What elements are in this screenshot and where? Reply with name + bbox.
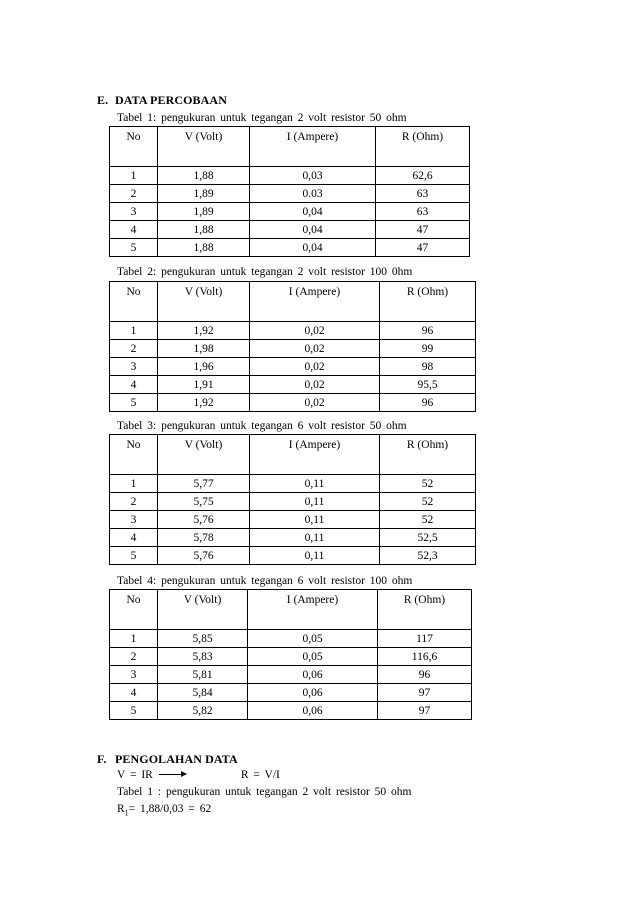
- table-cell: 0,05: [248, 630, 378, 648]
- table-row: [110, 322, 476, 340]
- table-4-caption: Tabel 4: pengukuran untuk tegangan 6 volt resistor 100 ohm: [117, 575, 413, 587]
- table-header-row: [110, 282, 476, 322]
- table-3: [109, 434, 476, 565]
- table-cell: 5,82: [158, 702, 248, 720]
- table-cell: 3: [110, 666, 158, 684]
- table-4: [109, 589, 472, 720]
- table-cell: 116,6: [378, 648, 472, 666]
- table-row: [110, 547, 476, 565]
- section-f-letter: F.: [97, 752, 107, 766]
- table-cell: 63: [376, 185, 470, 203]
- table-cell: 1,92: [158, 322, 250, 340]
- table-cell: 1,88: [158, 167, 250, 185]
- table-row: [110, 630, 472, 648]
- column-header: V (Volt): [158, 590, 248, 630]
- table-cell: 1,88: [158, 221, 250, 239]
- table-cell: 0,02: [250, 340, 380, 358]
- table-cell: 98: [380, 358, 476, 376]
- column-header: No: [110, 435, 158, 475]
- column-header: I (Ampere): [250, 127, 376, 167]
- table-cell: 5: [110, 239, 158, 257]
- table-cell: 5: [110, 547, 158, 565]
- calc-subscript: 1: [124, 808, 129, 818]
- table-cell: 52: [380, 511, 476, 529]
- table-cell: 52,3: [380, 547, 476, 565]
- column-header: No: [110, 282, 158, 322]
- table-cell: 0,02: [250, 394, 380, 412]
- column-header: I (Ampere): [250, 435, 380, 475]
- table-cell: 5: [110, 394, 158, 412]
- table-cell: 0,06: [248, 702, 378, 720]
- table-row: [110, 702, 472, 720]
- table-row: [110, 529, 476, 547]
- section-e-heading: [97, 93, 227, 108]
- table-cell: 3: [110, 358, 158, 376]
- table-cell: 95,5: [380, 376, 476, 394]
- table-cell: 0,04: [250, 203, 376, 221]
- table-cell: 0,11: [250, 511, 380, 529]
- table-cell: 4: [110, 529, 158, 547]
- table-cell: 1,98: [158, 340, 250, 358]
- table-cell: 117: [378, 630, 472, 648]
- table-cell: 62,6: [376, 167, 470, 185]
- table-cell: 2: [110, 185, 158, 203]
- table-cell: 63: [376, 203, 470, 221]
- calc-expression: = 1,88/0,03 = 62: [128, 803, 212, 815]
- table-row: [110, 185, 470, 203]
- table-cell: 0,04: [250, 239, 376, 257]
- table-cell: 0,05: [248, 648, 378, 666]
- table-cell: 5,76: [158, 511, 250, 529]
- table-cell: 1,96: [158, 358, 250, 376]
- table-cell: 0,02: [250, 322, 380, 340]
- column-header: V (Volt): [158, 127, 250, 167]
- column-header: R (Ohm): [378, 590, 472, 630]
- table-cell: 0,11: [250, 475, 380, 493]
- table-cell: 5,84: [158, 684, 248, 702]
- table-cell: 97: [378, 702, 472, 720]
- column-header: No: [110, 127, 158, 167]
- column-header: I (Ampere): [248, 590, 378, 630]
- table-cell: 0,04: [250, 221, 376, 239]
- table-cell: 0,02: [250, 376, 380, 394]
- table-cell: 96: [378, 666, 472, 684]
- table-header-row: [110, 127, 470, 167]
- table-row: [110, 203, 470, 221]
- table-cell: 47: [376, 239, 470, 257]
- table-cell: 1: [110, 167, 158, 185]
- table-cell: 4: [110, 376, 158, 394]
- table-row: [110, 239, 470, 257]
- table-cell: 1,89: [158, 185, 250, 203]
- table-cell: 52,5: [380, 529, 476, 547]
- table-row: [110, 358, 476, 376]
- table-cell: 0,02: [250, 358, 380, 376]
- table-header-row: [110, 435, 476, 475]
- table-cell: 2: [110, 493, 158, 511]
- table-row: [110, 648, 472, 666]
- table-2: [109, 281, 476, 412]
- formula-right: R = V/I: [240, 769, 280, 781]
- column-header: R (Ohm): [380, 282, 476, 322]
- table-cell: 5,76: [158, 547, 250, 565]
- table-cell: 3: [110, 203, 158, 221]
- table-cell: 1,92: [158, 394, 250, 412]
- section-f-title: PENGOLAHAN DATA: [115, 752, 238, 766]
- table-row: [110, 340, 476, 358]
- column-header: No: [110, 590, 158, 630]
- table-cell: 5,81: [158, 666, 248, 684]
- table-cell: 1: [110, 475, 158, 493]
- table-1: [109, 126, 470, 257]
- calculation-line: [117, 803, 211, 817]
- table-row: [110, 376, 476, 394]
- table-cell: 1,89: [158, 203, 250, 221]
- table-cell: 0,03: [250, 167, 376, 185]
- table-cell: 47: [376, 221, 470, 239]
- table-cell: 5: [110, 702, 158, 720]
- column-header: V (Volt): [158, 435, 250, 475]
- table-cell: 0.03: [250, 185, 376, 203]
- section-f-heading: [97, 752, 238, 767]
- table-cell: 52: [380, 475, 476, 493]
- table-cell: 52: [380, 493, 476, 511]
- column-header: R (Ohm): [380, 435, 476, 475]
- table-cell: 5,78: [158, 529, 250, 547]
- table-row: [110, 394, 476, 412]
- table-cell: 0,06: [248, 666, 378, 684]
- formula-line: [117, 769, 280, 781]
- table-row: [110, 167, 470, 185]
- table-cell: 5,83: [158, 648, 248, 666]
- table-cell: 2: [110, 340, 158, 358]
- table-cell: 1: [110, 630, 158, 648]
- right-arrow-icon: [159, 771, 187, 779]
- table-3-caption: Tabel 3: pengukuran untuk tegangan 6 volt resistor 50 ohm: [117, 420, 407, 432]
- table-cell: 1,91: [158, 376, 250, 394]
- calc-variable: R: [117, 803, 125, 815]
- column-header: R (Ohm): [376, 127, 470, 167]
- section-e-letter: E.: [97, 93, 109, 107]
- table-cell: 96: [380, 322, 476, 340]
- table-cell: 97: [378, 684, 472, 702]
- table-cell: 1: [110, 322, 158, 340]
- table-cell: 5,77: [158, 475, 250, 493]
- table-cell: 3: [110, 511, 158, 529]
- column-header: V (Volt): [158, 282, 250, 322]
- table-cell: 5,75: [158, 493, 250, 511]
- table-row: [110, 475, 476, 493]
- table-cell: 0,06: [248, 684, 378, 702]
- table-2-caption: Tabel 2: pengukuran untuk tegangan 2 volt resistor 100 0hm: [117, 266, 413, 278]
- table-cell: 1,88: [158, 239, 250, 257]
- table-row: [110, 511, 476, 529]
- table-cell: 2: [110, 648, 158, 666]
- table-row: [110, 221, 470, 239]
- table-row: [110, 493, 476, 511]
- table-cell: 4: [110, 221, 158, 239]
- table-cell: 99: [380, 340, 476, 358]
- table-cell: 0,11: [250, 493, 380, 511]
- section-e-title: DATA PERCOBAAN: [115, 93, 227, 107]
- table-cell: 4: [110, 684, 158, 702]
- table-cell: 96: [380, 394, 476, 412]
- table-cell: 5,85: [158, 630, 248, 648]
- table-cell: 0,11: [250, 529, 380, 547]
- table-row: [110, 684, 472, 702]
- column-header: I (Ampere): [250, 282, 380, 322]
- table-header-row: [110, 590, 472, 630]
- processing-subcaption: Tabel 1 : pengukuran untuk tegangan 2 volt resistor 50 ohm: [117, 786, 412, 798]
- table-cell: 0,11: [250, 547, 380, 565]
- table-row: [110, 666, 472, 684]
- table-1-caption: Tabel 1: pengukuran untuk tegangan 2 volt resistor 50 ohm: [117, 112, 407, 124]
- formula-left: V = IR: [117, 769, 153, 781]
